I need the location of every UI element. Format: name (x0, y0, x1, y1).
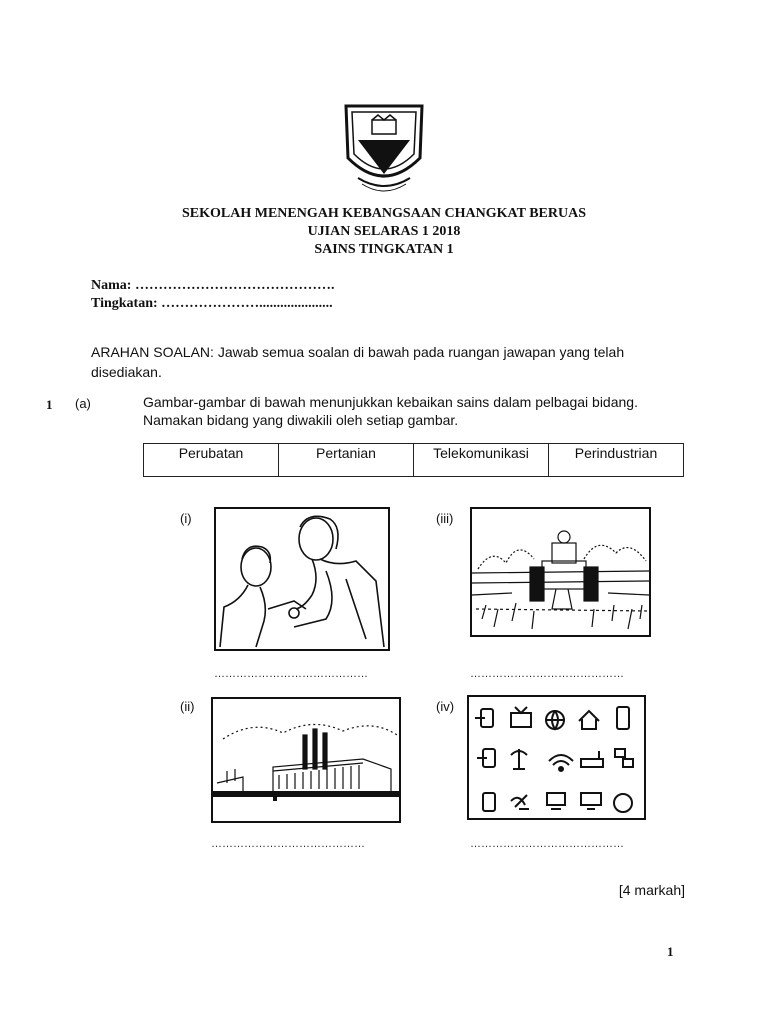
doctor-picture (214, 507, 390, 651)
question-text (143, 393, 683, 429)
options-table (143, 443, 684, 477)
picture-label-ii: (ii) (180, 699, 195, 714)
telecom-picture (467, 695, 646, 820)
option-perubatan: Perubatan (144, 444, 279, 477)
marks-label: [4 markah] (618, 882, 685, 898)
picture-label-iii: (iii) (436, 511, 454, 526)
answer-line-i[interactable]: …………………………………… (214, 668, 368, 680)
subject-title: SAINS TINGKATAN 1 (314, 242, 454, 257)
question-line-1: Gambar-gambar di bawah menunjukkan kebaikan sains dalam pelbagai bidang. (143, 394, 638, 410)
doctor-stethoscope-icon (216, 509, 388, 649)
tractor-picture (470, 507, 651, 637)
school-logo (340, 98, 428, 198)
name-label: Nama: (91, 278, 132, 293)
option-perindustrian: Perindustrian (549, 444, 684, 477)
exam-title: UJIAN SELARAS 1 2018 (307, 224, 461, 239)
form-dots: …………………..................... (161, 296, 333, 311)
answer-line-iv[interactable]: …………………………………… (470, 838, 624, 850)
school-name: SEKOLAH MENENGAH KEBANGSAAN CHANGKAT BERUAS (182, 206, 586, 221)
telecom-icons-icon (469, 697, 644, 818)
picture-label-iv: (iv) (436, 699, 455, 714)
question-number: 1 (46, 397, 53, 412)
page-number: 1 (667, 944, 674, 959)
name-dots: ……………………………………. (134, 278, 335, 293)
question-line-2: Namakan bidang yang diwakili oleh setiap gambar. (143, 412, 459, 428)
form-field[interactable] (91, 296, 333, 312)
factory-picture (211, 697, 401, 823)
question-part: (a) (75, 396, 91, 411)
tractor-field-icon (472, 509, 649, 635)
picture-label-i: (i) (180, 511, 192, 526)
form-label: Tingkatan: (91, 296, 158, 311)
instructions-text: ARAHAN SOALAN: Jawab semua soalan di bawah pada ruangan jawapan yang telah disediakan. (91, 344, 625, 380)
name-field[interactable] (91, 278, 334, 294)
option-pertanian: Pertanian (279, 444, 414, 477)
factory-icon (213, 699, 399, 821)
answer-line-iii[interactable]: …………………………………… (470, 668, 624, 680)
option-telekomunikasi: Telekomunikasi (414, 444, 549, 477)
answer-line-ii[interactable]: …………………………………… (211, 838, 365, 850)
